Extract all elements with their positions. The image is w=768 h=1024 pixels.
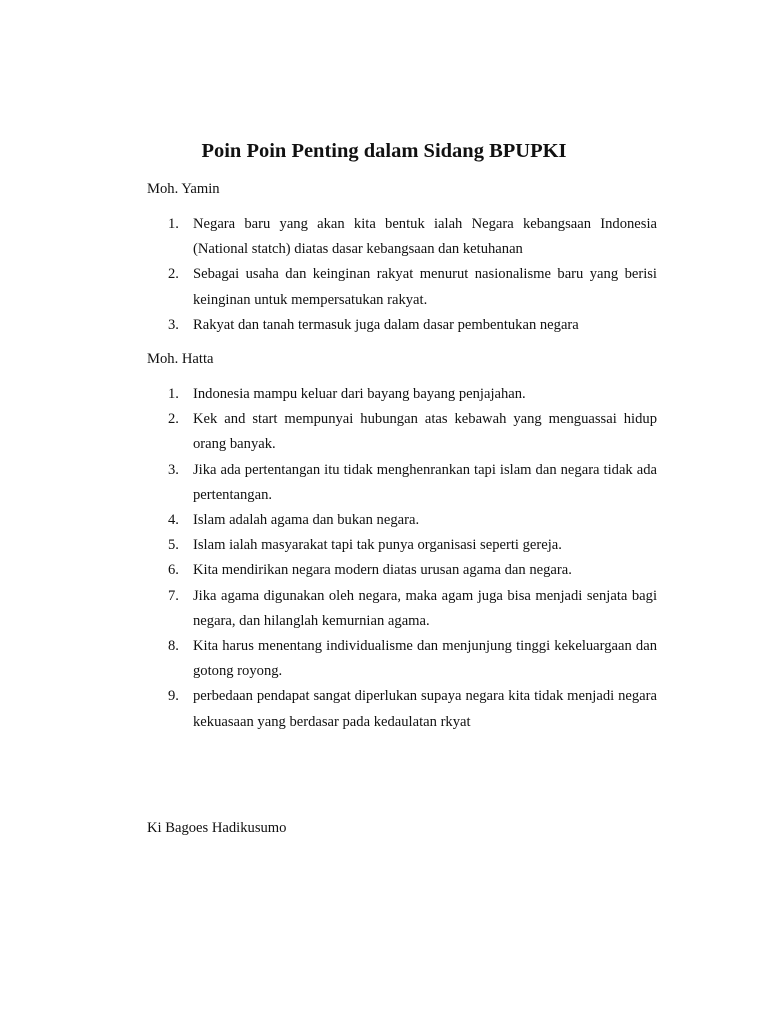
list-number: 2.	[168, 266, 179, 283]
section-speaker-yamin: Moh. Yamin	[147, 181, 220, 197]
list-text: perbedaan pendapat sangat diperlukan supaya negara kita tidak menjadi negara kekuasaan yang berdasar pada kedaulatan rkyat	[193, 688, 657, 730]
list-text: Islam adalah agama dan bukan negara.	[193, 512, 420, 529]
hatta-points-list	[147, 382, 657, 735]
list-text: Kita harus menentang individualisme dan menjunjung tinggi kekeluargaan dan gotong royong.	[193, 638, 657, 680]
page-title: Poin Poin Penting dalam Sidang BPUPKI	[201, 140, 567, 162]
list-text: Islam ialah masyarakat tapi tak punya organisasi seperti gereja.	[193, 537, 562, 554]
list-number: 6.	[168, 562, 179, 579]
list-text: Kek and start mempunyai hubungan atas kebawah yang menguassai hidup orang banyak.	[193, 411, 657, 453]
section-speaker-hatta: Moh. Hatta	[147, 351, 214, 367]
list-text: Rakyat dan tanah termasuk juga dalam dasar pembentukan negara	[193, 316, 579, 333]
list-number: 7.	[168, 587, 179, 604]
section-speaker-hadikusumo: Ki Bagoes Hadikusumo	[147, 820, 287, 836]
list-number: 1.	[168, 216, 179, 232]
list-number: 4.	[168, 512, 179, 529]
list-text: Sebagai usaha dan keinginan rakyat menurut nasionalisme baru yang berisi keinginan untuk mempersatukan rakyat.	[193, 266, 657, 308]
list-number: 3.	[168, 461, 179, 478]
list-item	[147, 533, 657, 558]
list-number: 8.	[168, 638, 179, 655]
list-item	[147, 313, 657, 338]
yamin-points-list	[147, 212, 657, 338]
list-item	[147, 382, 657, 407]
list-item	[147, 407, 657, 457]
list-item	[147, 558, 657, 583]
list-number: 2.	[168, 411, 179, 428]
list-text: Jika agama digunakan oleh negara, maka agam juga bisa menjadi senjata bagi negara, dan hilanglah kemurnian agama.	[193, 587, 657, 629]
list-item	[147, 458, 657, 508]
list-number: 1.	[168, 386, 179, 402]
list-item	[147, 212, 657, 262]
list-item	[147, 262, 657, 312]
list-item	[147, 684, 657, 734]
list-item	[147, 508, 657, 533]
list-number: 3.	[168, 316, 179, 333]
list-text: Kita mendirikan negara modern diatas urusan agama dan negara.	[193, 562, 572, 579]
list-item	[147, 584, 657, 634]
list-item	[147, 634, 657, 684]
list-text: Indonesia mampu keluar dari bayang bayang penjajahan.	[193, 386, 526, 402]
list-number: 9.	[168, 688, 179, 705]
list-text: Jika ada pertentangan itu tidak menghenrankan tapi islam dan negara tidak ada pertentangan.	[193, 461, 657, 503]
list-text: Negara baru yang akan kita bentuk ialah Negara kebangsaan Indonesia (National statch) diatas dasar kebangsaan dan ketuhanan	[193, 216, 657, 258]
list-number: 5.	[168, 537, 179, 554]
